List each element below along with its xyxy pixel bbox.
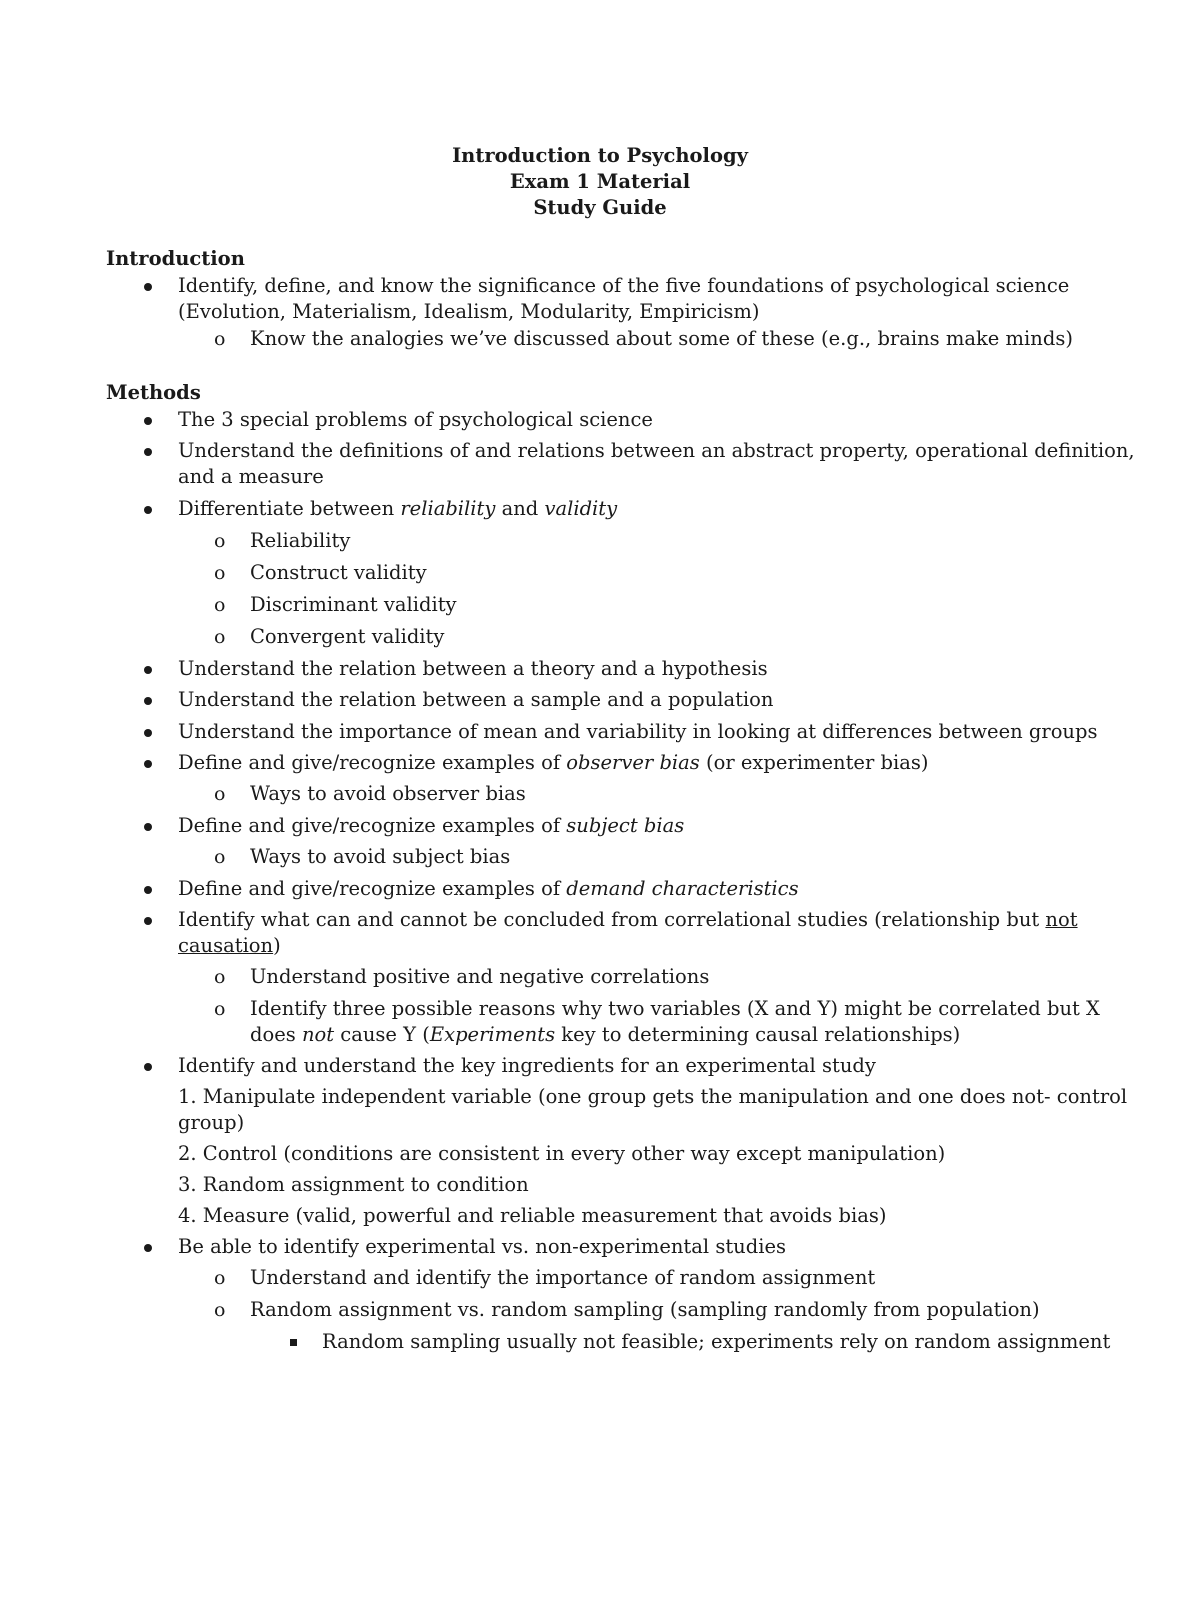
methods-section bbox=[106, 380, 1135, 1355]
title-line-3: Study Guide bbox=[533, 196, 667, 219]
numbered-item: 1. Manipulate independent variable (one group gets the manipulation and one does not- control bbox=[178, 1085, 1128, 1108]
bullet-item: Define and give/recognize examples of subject bias bbox=[106, 813, 1106, 839]
bullet-icon bbox=[144, 760, 152, 768]
numbered-item: 4. Measure (valid, powerful and reliable measurement that avoids bias) bbox=[178, 1204, 887, 1227]
bullet-icon bbox=[144, 1063, 152, 1071]
bullet-icon bbox=[144, 886, 152, 894]
bullet-icon bbox=[144, 506, 152, 514]
bullet-item: Identify, define, and know the significance of the five foundations of psychological science bbox=[106, 273, 1106, 299]
title-line-2: Exam 1 Material bbox=[509, 170, 691, 193]
sub-bullet-item: o Discriminant validity bbox=[214, 593, 457, 616]
sub-bullet-item: o Reliability bbox=[214, 529, 351, 552]
square-bullet-icon bbox=[290, 1339, 297, 1346]
sub-bullet-item: o Random assignment vs. random sampling (sampling randomly from population) bbox=[214, 1298, 1040, 1321]
hollow-bullet-icon: o bbox=[214, 846, 226, 868]
sub-bullet-item: o Identify three possible reasons why two variables (X and Y) might be correlated but X bbox=[214, 997, 1100, 1020]
bullet-item: Identify what can and cannot be concluded from correlational studies (relationship but not bbox=[106, 907, 1106, 933]
hollow-bullet-icon: o bbox=[214, 1299, 226, 1321]
numbered-item-continuation: group) bbox=[178, 1111, 245, 1134]
bullet-icon bbox=[144, 697, 152, 705]
sub-bullet-item-continuation: does not cause Y (Experiments key to determining causal relationships) bbox=[250, 1023, 961, 1046]
bullet-item-continuation: and a measure bbox=[178, 465, 324, 488]
bullet-item-continuation: (Evolution, Materialism, Idealism, Modularity, Empiricism) bbox=[178, 300, 760, 323]
bullet-item: The 3 special problems of psychological science bbox=[106, 407, 1106, 433]
sub-bullet-item: o Know the analogies we’ve discussed about some of these (e.g., brains make minds) bbox=[214, 327, 1073, 350]
bullet-icon bbox=[144, 823, 152, 831]
hollow-bullet-icon: o bbox=[214, 562, 226, 584]
bullet-icon bbox=[144, 666, 152, 674]
bullet-icon bbox=[144, 283, 152, 291]
introduction-section bbox=[106, 246, 1106, 352]
hollow-bullet-icon: o bbox=[214, 1267, 226, 1289]
sub-bullet-item: o Ways to avoid subject bias bbox=[214, 845, 511, 868]
bullet-item: Define and give/recognize examples of observer bias (or experimenter bias) bbox=[106, 750, 1106, 776]
hollow-bullet-icon: o bbox=[214, 328, 226, 350]
sub-bullet-item: o Understand and identify the importance of random assignment bbox=[214, 1266, 876, 1289]
sub-bullet-item: o Understand positive and negative correlations bbox=[214, 965, 710, 988]
bullet-icon bbox=[144, 729, 152, 737]
bullet-item: Differentiate between reliability and validity bbox=[106, 496, 1106, 522]
bullet-icon bbox=[144, 417, 152, 425]
sub-bullet-item: o Construct validity bbox=[214, 561, 427, 584]
bullet-item: Identify and understand the key ingredients for an experimental study bbox=[106, 1053, 1106, 1079]
sub-sub-bullet-item: Random sampling usually not feasible; experiments rely on random assignment bbox=[106, 1329, 1106, 1355]
section-heading-introduction: Introduction bbox=[106, 247, 245, 270]
bullet-item: Understand the relation between a sample and a population bbox=[106, 687, 1106, 713]
hollow-bullet-icon: o bbox=[214, 998, 226, 1020]
numbered-item: 3. Random assignment to condition bbox=[178, 1173, 529, 1196]
hollow-bullet-icon: o bbox=[214, 626, 226, 648]
bullet-item: Understand the definitions of and relations between an abstract property, operational definition, bbox=[106, 438, 1106, 464]
bullet-item: Be able to identify experimental vs. non-experimental studies bbox=[106, 1234, 1106, 1260]
title-line-1: Introduction to Psychology bbox=[452, 144, 748, 167]
bullet-item: Define and give/recognize examples of demand characteristics bbox=[106, 876, 1106, 902]
document-title bbox=[0, 143, 1200, 221]
bullet-item: Understand the importance of mean and variability in looking at differences between groups bbox=[106, 719, 1106, 745]
bullet-icon bbox=[144, 448, 152, 456]
sub-bullet-item: o Convergent validity bbox=[214, 625, 445, 648]
bullet-item-continuation: causation) bbox=[178, 934, 281, 957]
bullet-item: Understand the relation between a theory and a hypothesis bbox=[106, 656, 1106, 682]
bullet-icon bbox=[144, 917, 152, 925]
hollow-bullet-icon: o bbox=[214, 783, 226, 805]
hollow-bullet-icon: o bbox=[214, 966, 226, 988]
numbered-item: 2. Control (conditions are consistent in every other way except manipulation) bbox=[178, 1142, 946, 1165]
hollow-bullet-icon: o bbox=[214, 530, 226, 552]
hollow-bullet-icon: o bbox=[214, 594, 226, 616]
sub-bullet-item: o Ways to avoid observer bias bbox=[214, 782, 526, 805]
section-heading-methods: Methods bbox=[106, 381, 201, 404]
bullet-icon bbox=[144, 1244, 152, 1252]
